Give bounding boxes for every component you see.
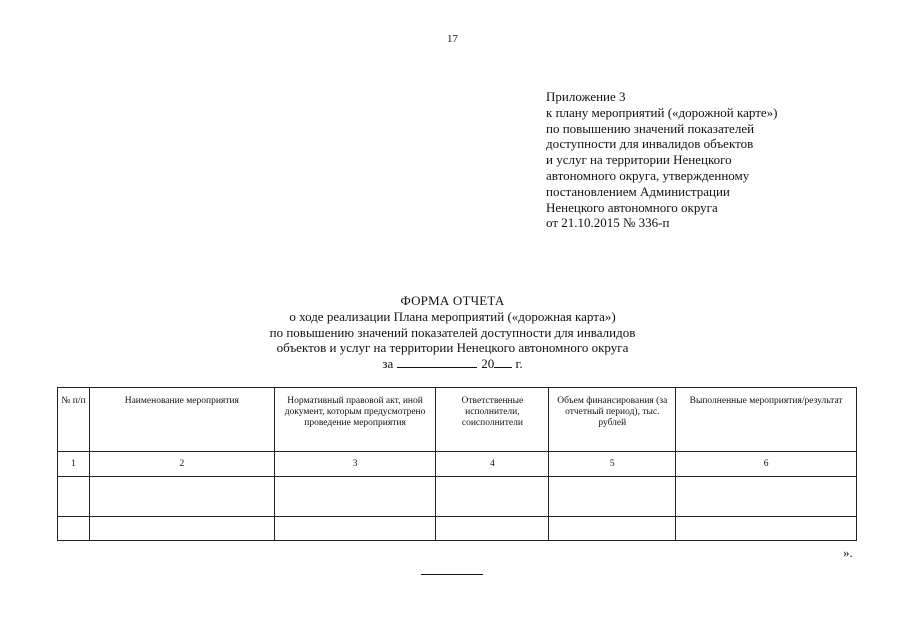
appendix-line: и услуг на территории Ненецкого xyxy=(546,152,732,168)
table-cell[interactable] xyxy=(89,517,274,541)
appendix-line: автономного округа, утвержденному xyxy=(546,167,750,183)
column-number: 3 xyxy=(274,452,436,477)
column-header-activity: Наименование мероприятия xyxy=(89,388,274,452)
table-cell[interactable] xyxy=(274,517,436,541)
column-header-funding: Объем финансирования (за отчетный период), тыс. рублей xyxy=(549,388,676,452)
table-cell[interactable] xyxy=(58,517,90,541)
table-cell[interactable] xyxy=(436,477,549,517)
column-number: 6 xyxy=(676,452,857,477)
table-cell[interactable] xyxy=(676,477,857,517)
appendix-line: постановлением Администрации xyxy=(546,183,730,199)
column-number: 5 xyxy=(549,452,676,477)
column-header-executors: Ответственные исполнители, соисполнители xyxy=(436,388,549,452)
table-row xyxy=(58,517,857,541)
column-header-result: Выполненные мероприятия/результат xyxy=(676,388,857,452)
column-number: 4 xyxy=(436,452,549,477)
appendix-block xyxy=(546,89,778,231)
column-header-number: № п/п xyxy=(58,388,90,452)
report-period-line xyxy=(0,356,905,372)
table-cell[interactable] xyxy=(58,477,90,517)
table-cell[interactable] xyxy=(89,477,274,517)
table-cell[interactable] xyxy=(274,477,436,517)
appendix-line: по повышению значений показателей xyxy=(546,120,755,136)
table-header-row xyxy=(58,388,857,452)
period-year-prefix: 20 xyxy=(481,356,495,372)
footer-divider xyxy=(421,574,483,575)
form-subtitle-line: по повышению значений показателей доступности для инвалидов xyxy=(269,324,636,340)
period-suffix: г. xyxy=(515,356,523,372)
appendix-line: к плану мероприятий («дорожной карте») xyxy=(546,104,778,120)
closing-quote: ». xyxy=(843,545,853,560)
column-number: 1 xyxy=(58,452,90,477)
table-cell[interactable] xyxy=(676,517,857,541)
period-blank[interactable] xyxy=(397,357,477,368)
form-heading: ФОРМА ОТЧЕТА xyxy=(400,293,505,308)
period-prefix: за xyxy=(382,356,394,372)
report-table xyxy=(57,387,857,541)
column-header-legal-act: Нормативный правовой акт, иной документ, которым предусмотрено проведение мероприятия xyxy=(274,388,436,452)
appendix-line: от 21.10.2015 № 336-п xyxy=(546,215,670,231)
year-blank[interactable] xyxy=(494,357,512,368)
appendix-line: Ненецкого автономного округа xyxy=(546,199,718,215)
table-cell[interactable] xyxy=(549,477,676,517)
column-number: 2 xyxy=(89,452,274,477)
table-cell[interactable] xyxy=(549,517,676,541)
table-row xyxy=(58,477,857,517)
form-subtitle-line: о ходе реализации Плана мероприятий («дорожная карта») xyxy=(289,308,616,324)
form-subtitle-line: объектов и услуг на территории Ненецкого автономного округа xyxy=(276,340,629,356)
column-numbers-row xyxy=(58,452,857,477)
appendix-line: доступности для инвалидов объектов xyxy=(546,136,754,152)
appendix-line: Приложение 3 xyxy=(546,89,626,104)
form-title-block xyxy=(0,293,905,372)
table-cell[interactable] xyxy=(436,517,549,541)
page-number: 17 xyxy=(447,33,458,45)
